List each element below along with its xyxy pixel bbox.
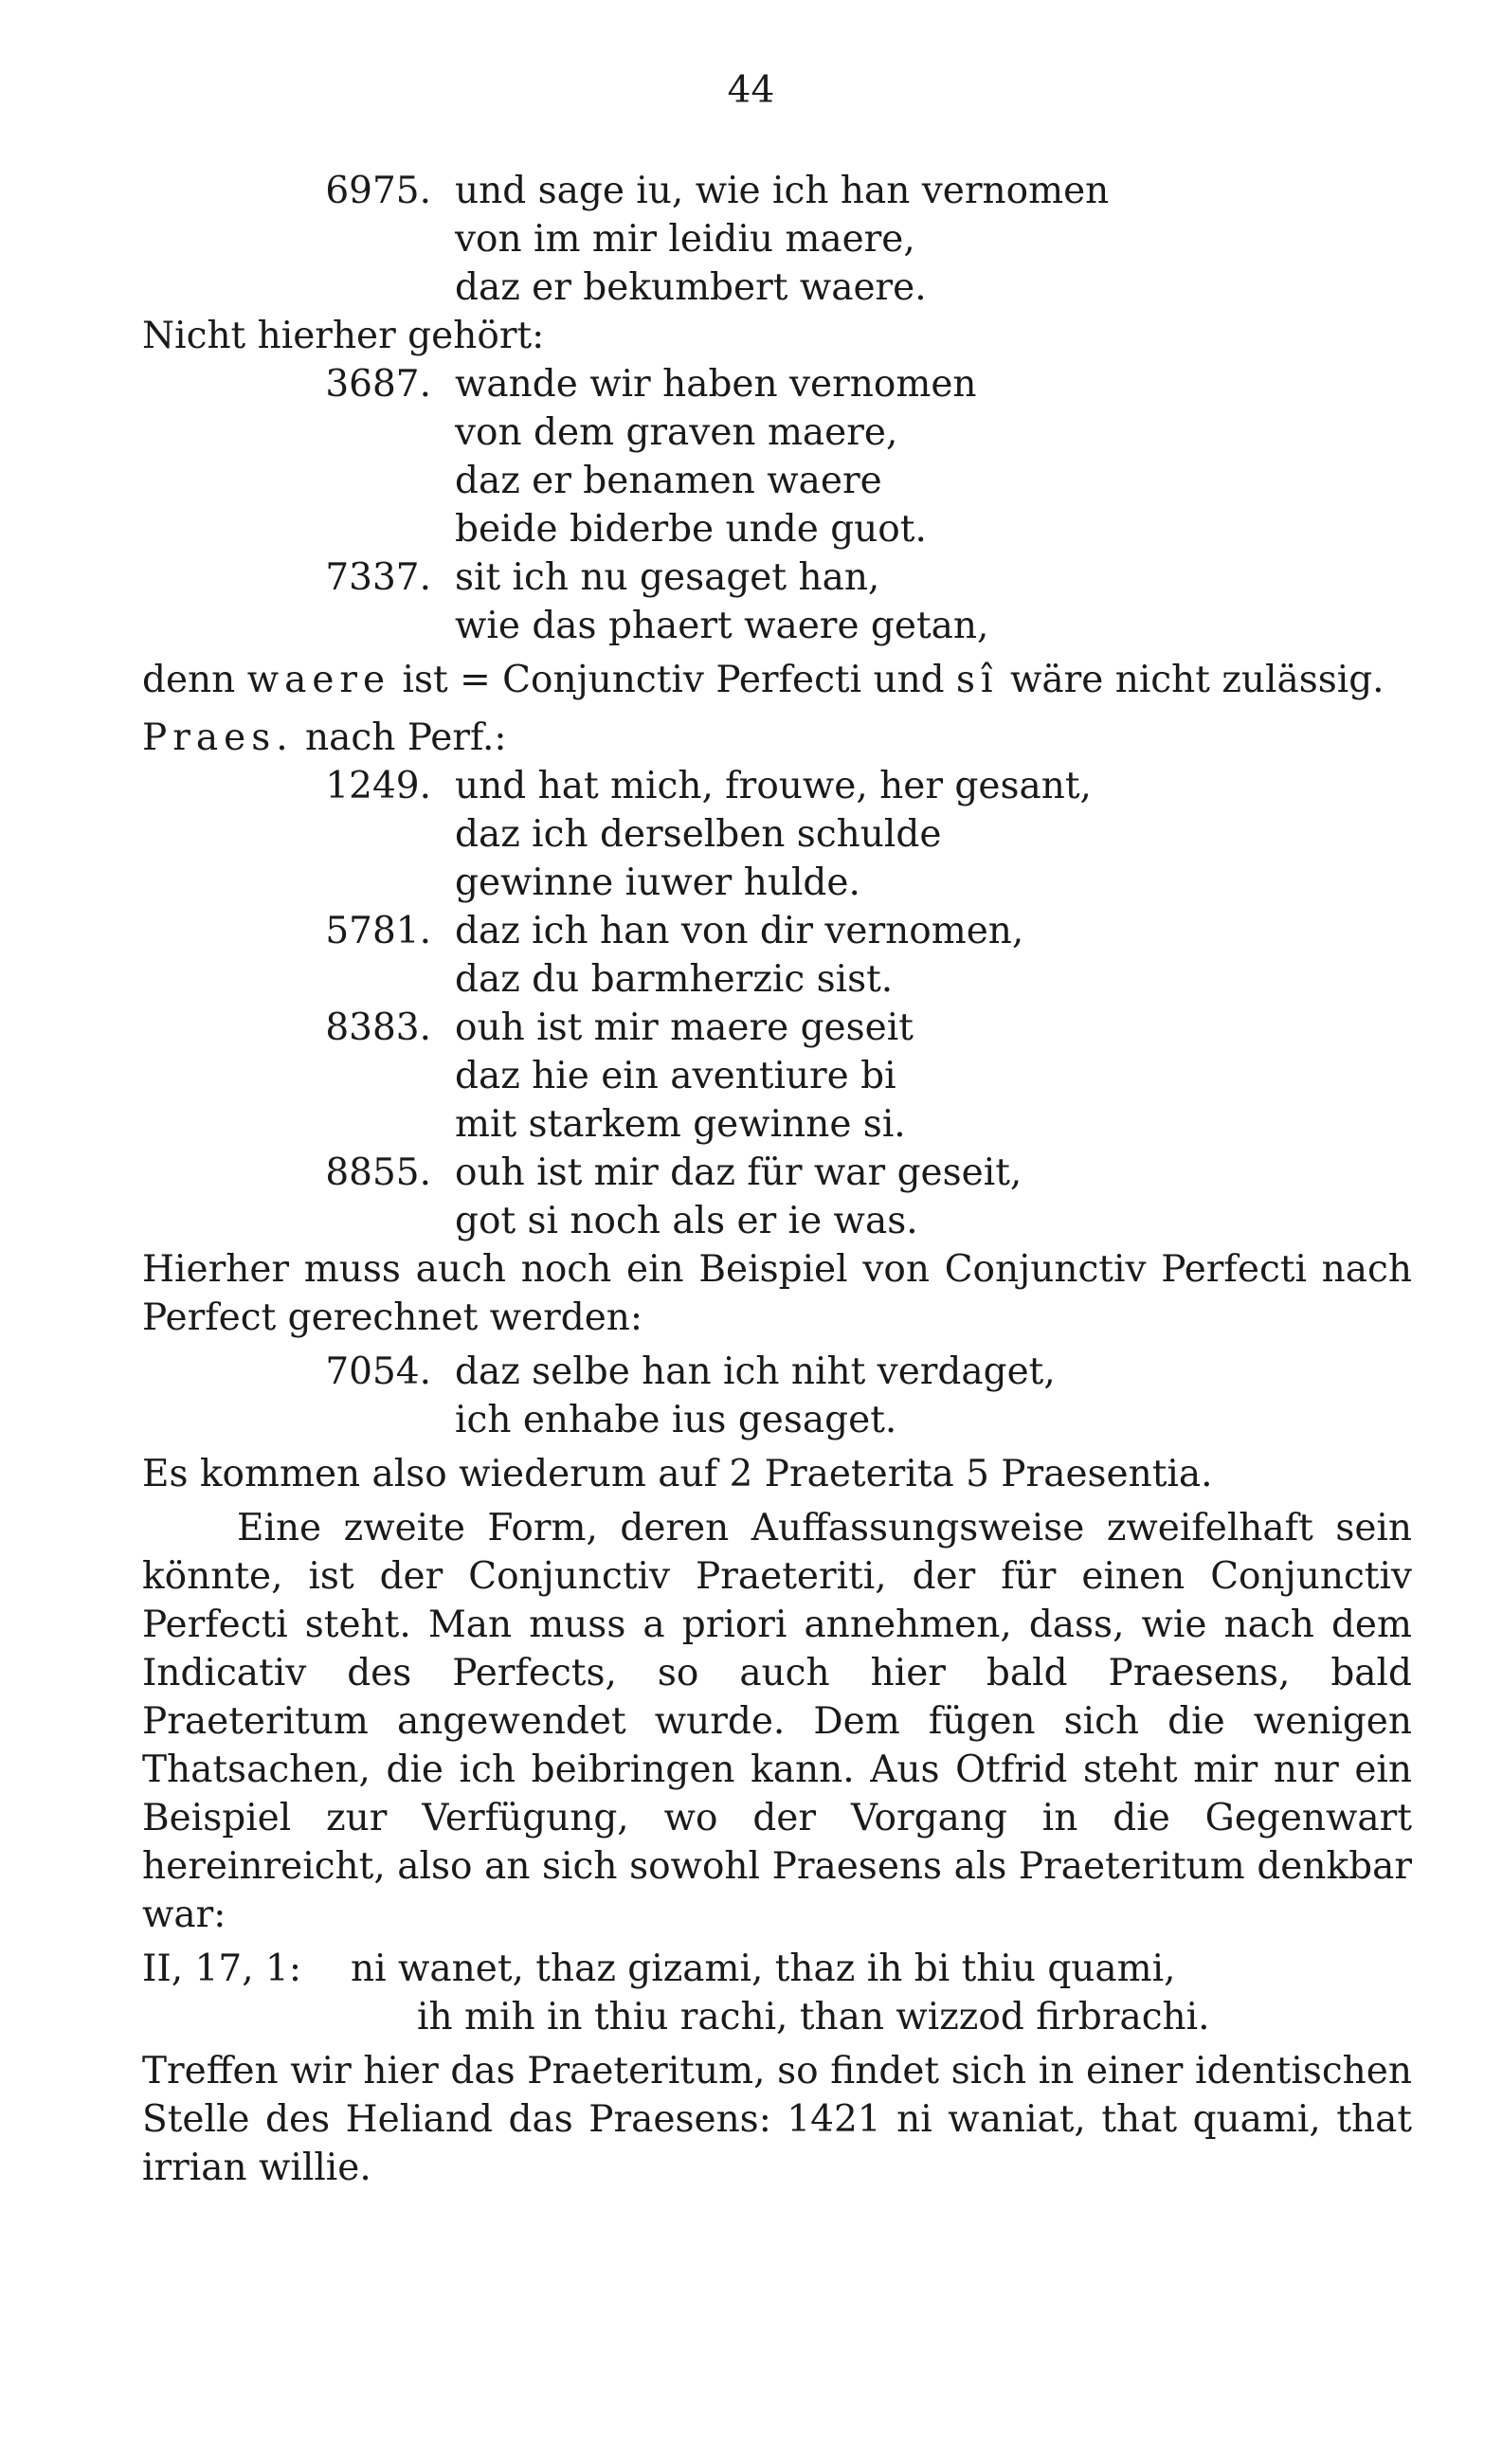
verse-line: daz ich derselben schulde bbox=[455, 813, 942, 856]
heading-praes bbox=[142, 714, 1412, 762]
line-number: 8855. bbox=[325, 1151, 431, 1194]
verse-line: got si noch als er ie was. bbox=[455, 1200, 918, 1242]
verse-line: daz selbe han ich niht verdaget, bbox=[455, 1350, 1056, 1393]
remark-hierher: Hierher muss auch noch ein Beispiel von Conjunctiv Perfecti nach Perfect gerechnet werden: bbox=[142, 1248, 1412, 1339]
example-otfrid bbox=[142, 1945, 1412, 2041]
remark-text: ist = Conjunctiv Perfecti und bbox=[390, 659, 957, 701]
verse-line: ni wanet, thaz gizami, thaz ih bi thiu quami, bbox=[351, 1948, 1176, 1990]
verse-line: daz du barmherzic sist. bbox=[455, 958, 894, 1001]
remark-denn bbox=[142, 656, 1412, 704]
example-5781 bbox=[142, 907, 1412, 1004]
verse-line: ouh ist mir daz für war geseit, bbox=[455, 1151, 1022, 1194]
line-number: 6975. bbox=[325, 170, 431, 212]
remark-text: denn bbox=[142, 659, 247, 701]
page-number: 44 bbox=[727, 69, 775, 112]
example-3687 bbox=[142, 360, 1412, 553]
line-number: 5781. bbox=[325, 910, 431, 952]
verse-line: mit starkem gewinne si. bbox=[455, 1103, 906, 1146]
verse-line: sit ich nu gesaget han, bbox=[455, 556, 880, 599]
example-7337 bbox=[142, 553, 1412, 650]
verse-line: daz hie ein aventiure bi bbox=[455, 1055, 896, 1097]
verse-line: von im mir leidiu maere, bbox=[455, 218, 915, 261]
verse-line: daz er benamen waere bbox=[455, 460, 882, 502]
spaced-word: Praes. bbox=[142, 716, 294, 759]
verse-line: und sage iu, wie ich han vernomen bbox=[455, 170, 1110, 212]
line-number: 1249. bbox=[325, 765, 431, 807]
body-paragraph: Eine zweite Form, deren Auffassungsweise zweifelhaft sein könnte, ist der Conjunctiv Praeteriti, der für einen Conjunctiv Perfecti steht. Man muss a priori annehmen, dass, wie nach dem Indicativ des Perfects, so auch hier bald Praesens, bald Praeteritum angewendet wurde. Dem fügen sich die wenigen Thatsachen, die ich beibringen kann. Aus Otfrid steht mir nur ein Beispiel zur Verfügung, wo der Vorgang in die Gegenwart hereinreicht, also an sich sowohl Praesens als Praeteritum denkbar war: bbox=[142, 1507, 1412, 1936]
example-1249 bbox=[142, 762, 1412, 907]
example-7054 bbox=[142, 1348, 1412, 1444]
verse-line: wie das phaert waere getan, bbox=[455, 605, 989, 647]
remark-es-kommen: Es kommen also wiederum auf 2 Praeterita 5 Praesentia. bbox=[142, 1453, 1213, 1495]
line-number: II, 17, 1: bbox=[142, 1948, 301, 1990]
line-number: 7054. bbox=[325, 1350, 431, 1393]
heading-text: nach Perf.: bbox=[293, 716, 507, 759]
verse-line: wande wir haben vernomen bbox=[455, 363, 977, 406]
verse-line: ih mih in thiu rachi, than wizzod firbrachi. bbox=[417, 1996, 1210, 2038]
spaced-word: sî bbox=[956, 659, 999, 701]
verse-line: daz er bekumbert waere. bbox=[455, 266, 927, 309]
heading-nicht-hierher: Nicht hierher gehört: bbox=[142, 315, 545, 357]
page-body bbox=[142, 167, 1412, 2192]
remark-text: wäre nicht zulässig. bbox=[998, 659, 1384, 701]
verse-line: ich enhabe ius gesaget. bbox=[455, 1399, 897, 1441]
verse-line: ouh ist mir maere geseit bbox=[455, 1006, 914, 1049]
line-number: 7337. bbox=[325, 556, 431, 599]
spaced-word: waere bbox=[246, 659, 391, 701]
verse-line: von dem graven maere, bbox=[455, 411, 898, 454]
closing-paragraph: Treffen wir hier das Praeteritum, so findet sich in einer identischen Stelle des Heliand das Praesens: 1421 ni waniat, that quami, that irrian willie. bbox=[142, 2050, 1412, 2189]
verse-line: daz ich han von dir vernomen, bbox=[455, 910, 1024, 952]
example-8383 bbox=[142, 1004, 1412, 1149]
example-6975 bbox=[142, 167, 1412, 312]
verse-line: beide biderbe unde guot. bbox=[455, 508, 927, 551]
example-8855 bbox=[142, 1149, 1412, 1245]
line-number: 3687. bbox=[325, 363, 431, 406]
verse-line: und hat mich, frouwe, her gesant, bbox=[455, 765, 1092, 807]
line-number: 8383. bbox=[325, 1006, 431, 1049]
verse-line: gewinne iuwer hulde. bbox=[455, 861, 860, 904]
